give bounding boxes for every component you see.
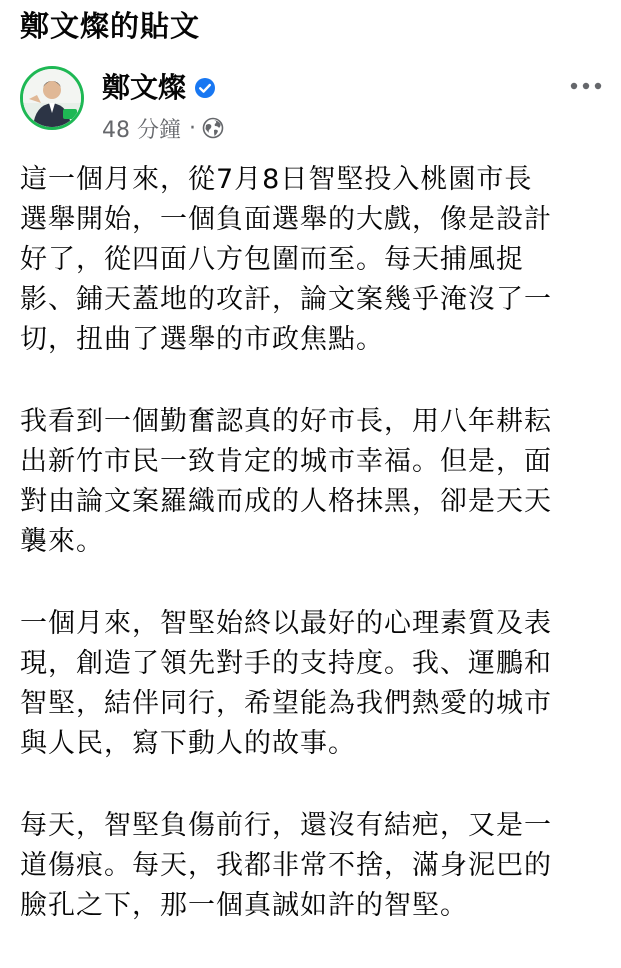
text-line: 襲來。: [20, 526, 104, 557]
more-options-icon: [570, 82, 602, 90]
meta-separator: ·: [189, 115, 196, 141]
text-line: 每天，智堅負傷前行，還沒有結疤，又是一: [20, 810, 552, 841]
text-line: 臉孔之下，那一個真誠如許的智堅。: [20, 890, 468, 921]
verified-badge-icon: [194, 77, 216, 99]
page-title: 鄭文燦的貼文: [20, 9, 201, 43]
post-paragraph-3: [20, 604, 612, 764]
text-line: 智堅，結伴同行，希望能為我們熱愛的城市: [20, 688, 552, 719]
post-body: [20, 160, 612, 968]
text-line: 道傷痕。每天，我都非常不捨，滿身泥巴的: [20, 850, 552, 881]
text-line: 出新竹市民一致肯定的城市幸福。但是，面: [20, 446, 552, 477]
post-header: [20, 66, 610, 150]
avatar-image: [23, 69, 81, 127]
post-paragraph-1: [20, 160, 612, 360]
author-row: [102, 68, 216, 108]
post-timestamp[interactable]: 48 分鐘: [102, 117, 181, 143]
text-line: 我看到一個勤奮認真的好市長，用八年耕耘: [20, 406, 552, 437]
post-paragraph-4: [20, 806, 612, 926]
text-line: 與人民，寫下動人的故事。: [20, 728, 356, 759]
author-avatar[interactable]: [20, 66, 84, 130]
post-paragraph-2: [20, 402, 612, 562]
text-line: 現，創造了領先對手的支持度。我、運鵬和: [20, 648, 552, 679]
text-line: 選舉開始，一個負面選舉的大戲，像是設計: [20, 204, 552, 235]
text-line: 切，扭曲了選舉的市政焦點。: [20, 324, 384, 355]
text-line: 一個月來，智堅始終以最好的心理素質及表: [20, 608, 552, 639]
text-line: 對由論文案羅織而成的人格抹黑，卻是天天: [20, 486, 552, 517]
more-options-button[interactable]: [566, 72, 606, 100]
post-meta: [102, 112, 224, 144]
text-line: 影、鋪天蓋地的攻訐，論文案幾乎淹沒了一: [20, 284, 552, 315]
globe-icon[interactable]: [202, 117, 224, 139]
text-line: 這一個月來，從7月8日智堅投入桃園市長: [20, 164, 533, 195]
author-name[interactable]: 鄭文燦: [102, 71, 187, 104]
text-line: 好了，從四面八方包圍而至。每天捕風捉: [20, 244, 524, 275]
